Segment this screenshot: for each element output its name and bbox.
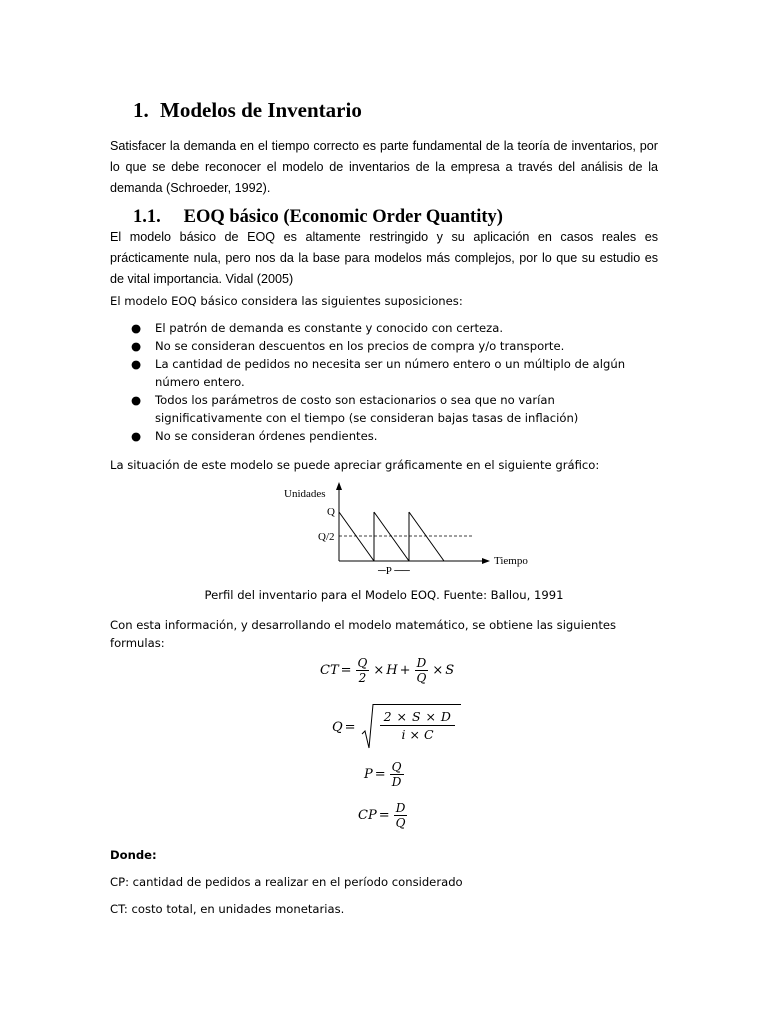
sawtooth-series <box>339 512 444 561</box>
list-item <box>128 391 648 427</box>
bullet-icon: ● <box>131 339 142 353</box>
depletion-line <box>374 512 409 561</box>
chart-lead: La situación de este modelo se puede apreciar gráficamente en el siguiente gráfico: <box>110 458 600 472</box>
list-item-text: No se consideran órdenes pendientes. <box>155 429 378 443</box>
list-item <box>128 337 648 355</box>
definitions-heading: Donde: <box>110 848 157 862</box>
formula-factor: H <box>386 663 398 678</box>
formula-eoq: Q = $\frac{2 \times S \times D}{i \times C}$ <box>332 704 461 750</box>
list-item-text: El patrón de demanda es constante y conocido con certeza. <box>155 321 504 335</box>
fraction-denominator: Q <box>395 816 406 830</box>
formula-total-cost: CT = $\frac{Q}{2}$ × H + $\frac{D}{Q}$ × S <box>320 656 455 685</box>
list-item-text: La cantidad de pedidos no necesita ser un número entero o un múltiplo de algún número entero. <box>155 357 626 389</box>
fraction-numerator: D <box>395 801 406 815</box>
section-number: 1. <box>133 98 149 122</box>
fraction-denominator: Q <box>416 671 427 685</box>
definition-item: CP: cantidad de pedidos a realizar en el período considerado <box>110 875 463 889</box>
formulas-lead: Con esta información, y desarrollando el modelo matemático, se obtiene las siguientes formulas: <box>110 618 617 650</box>
fraction-denominator: i × C <box>401 727 434 742</box>
bullet-icon: ● <box>131 393 142 407</box>
bullet-icon: ● <box>131 321 142 335</box>
x-axis-label: Tiempo <box>494 555 528 567</box>
square-root <box>362 704 462 750</box>
period-marker-label: ─P ── <box>378 565 410 577</box>
list-item-text: Todos los parámetros de costo son estacionarios o sea que no varían significativamente con el tiempo (se consideran bajas tasas de inflación) <box>155 393 579 425</box>
y-tick-q: Q <box>327 506 335 518</box>
fraction-numerator: Q <box>357 656 368 670</box>
depletion-line <box>339 512 374 561</box>
section-title: Modelos de Inventario <box>160 98 362 122</box>
fraction-denominator: 2 <box>358 671 367 685</box>
depletion-line <box>409 512 444 561</box>
eoq-inventory-chart <box>274 480 528 582</box>
fraction-numerator: D <box>416 656 427 670</box>
fraction-numerator: 2 × S × D <box>380 708 456 726</box>
bullet-icon: ● <box>131 357 142 371</box>
list-item-text: No se consideran descuentos en los precios de compra y/o transporte. <box>155 339 565 353</box>
figure-caption: Perfil del inventario para el Modelo EOQ. Fuente: Ballou, 1991 <box>204 588 564 602</box>
list-item <box>128 427 648 445</box>
y-tick-q-half: Q/2 <box>318 531 335 543</box>
list-item <box>128 355 648 391</box>
formula-period: P = $\frac{Q}{D}$ <box>364 760 402 789</box>
subsection-title: EOQ básico (Economic Order Quantity) <box>183 207 503 227</box>
formula-lhs: Q <box>332 719 343 735</box>
subsection-intro-paragraph: El modelo básico de EOQ es altamente restringido y su aplicación en casos reales es prácticamente nula, pero nos da la base para modelos más complejos, por lo que su estudio es de vital importancia. Vidal (2005) <box>110 230 658 286</box>
y-axis-label: Unidades <box>284 488 326 500</box>
period-label: P <box>385 565 392 577</box>
formula-lhs: CT <box>320 663 339 678</box>
x-axis-arrow-icon <box>482 558 490 564</box>
section-heading <box>133 98 362 123</box>
radical-sign-icon <box>362 704 374 750</box>
formula-lhs: CP <box>358 808 377 823</box>
definition-item: CT: costo total, en unidades monetarias. <box>110 902 345 916</box>
formula-factor: S <box>445 663 455 678</box>
formula-order-count: CP = $\frac{D}{Q}$ <box>358 801 406 830</box>
bullet-icon: ● <box>131 429 142 443</box>
formula-lhs: P <box>364 767 373 782</box>
fraction-numerator: Q <box>391 760 402 774</box>
subsection-number: 1.1. <box>133 207 161 227</box>
section-intro-paragraph: Satisfacer la demanda en el tiempo correcto es parte fundamental de la teoría de inventarios, por lo que se debe reconocer el modelo de inventarios de la empresa a través del análisis de la demanda (Schroeder, 1992). <box>110 139 658 195</box>
fraction-denominator: D <box>391 775 402 789</box>
assumptions-lead: El modelo EOQ básico considera las siguientes suposiciones: <box>110 294 463 308</box>
subsection-heading <box>133 207 503 228</box>
y-axis-arrow-icon <box>336 482 342 490</box>
assumptions-list <box>128 319 648 445</box>
list-item <box>128 319 648 337</box>
